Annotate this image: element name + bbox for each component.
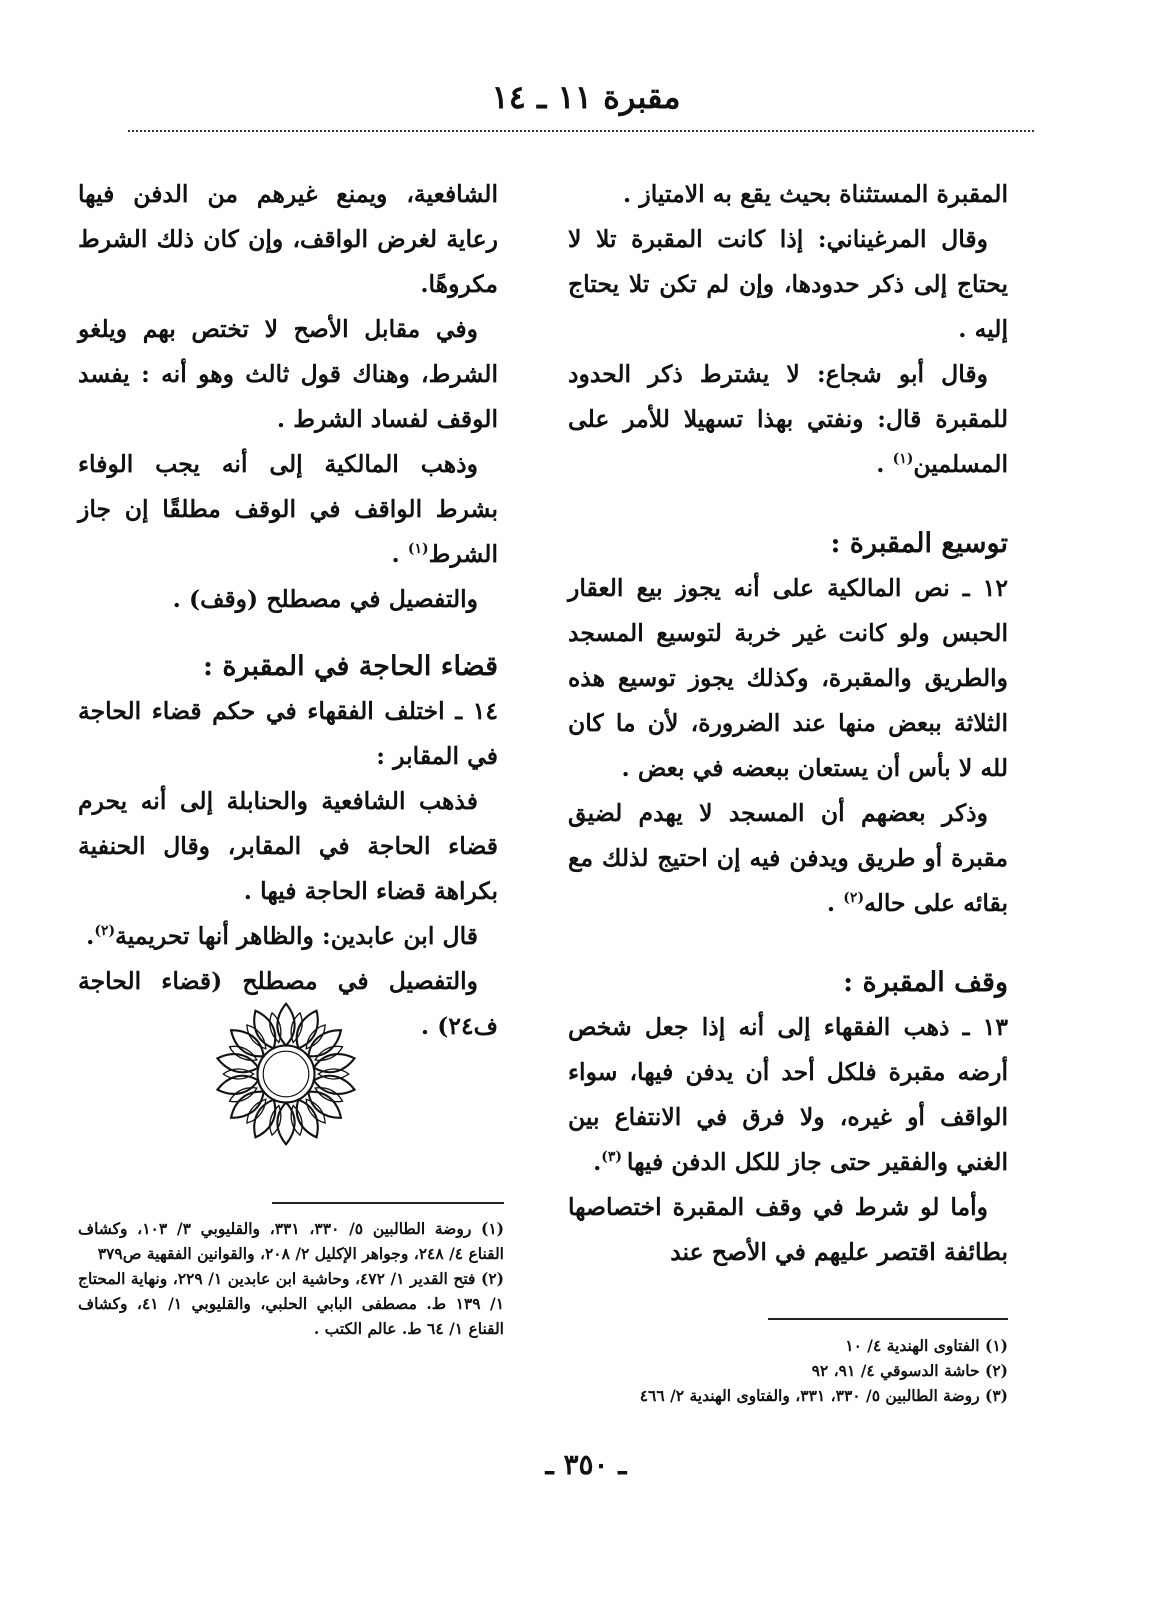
section-number: ١٤ ـ (455, 697, 498, 725)
footnote: (٢) حاشة الدسوقي ٤/ ٩١، ٩٢ (811, 1361, 1008, 1380)
paragraph: وفي مقابل الأصح لا تختص بهم ويلغو الشرط، وهناك قول ثالث وهو أنه : يفسد الوقف لفساد الشرط . (78, 315, 498, 433)
ornament-petal (312, 1050, 357, 1076)
footnote-divider (768, 1318, 1008, 1320)
section-number: ١٢ ـ (962, 574, 1008, 602)
paragraph-text: وذكر بعضهم أن المسجد لا يهدم لضيق مقبرة أو طريق ويدفن فيه إن احتيج لذلك مع بقائه على حاله (568, 799, 1008, 917)
paragraph-text: قال ابن عابدين: والظاهر أنها تحريمية (115, 922, 478, 950)
ornament-petal (248, 1007, 282, 1052)
section-number: ١٣ ـ (962, 1013, 1008, 1041)
footnote-ref: (٣) (601, 1149, 627, 1166)
paragraph-end: . (86, 922, 95, 950)
paragraph-text: نص المالكية على أنه يجوز بيع العقار الحبس ولو كانت غير خربة لتوسيع المسجد والطريق والمقبرة، وكذلك يجوز توسيع هذه الثلاثة ببعض منها عند الضرورة، لأن ما كان لله لا بأس أن يستعان ببعضه في بعض . (568, 574, 1008, 782)
paragraph-text: ذهب الفقهاء إلى أنه إذا جعل شخص أرضه مقبرة فلكل أحد أن يدفن فيها، سواء الواقف أو غيره، ولا فرق في الانتفاع بين الغني والفقير حتى جاز للكل الدفن فيها (568, 1013, 1008, 1176)
page-header: مقبرة ١١ ـ ١٤ (491, 78, 681, 116)
paragraph: والتفصيل في مصطلح (قضاء الحاجة ف٢٤) . (78, 967, 498, 1040)
paragraph (78, 689, 498, 779)
footnote-ref: (٢) (94, 923, 116, 940)
paragraph: وقال المرغيناني: إذا كانت المقبرة تلا لا يحتاج إلى ذكر حدودها، وإن لم تكن تلا يحتاج إليه . (568, 225, 1008, 343)
section-heading: وقف المقبرة : (843, 967, 1008, 998)
paragraph (78, 442, 498, 577)
paragraph: والتفصيل في مصطلح (وقف) . (172, 585, 478, 613)
footnote-ref: (١) (407, 541, 429, 558)
section-heading: قضاء الحاجة في المقبرة : (203, 651, 498, 682)
ornament-petal (216, 1050, 261, 1076)
footnote: (١) روضة الطالبين ٥/ ٣٣٠، ٣٣١، والقليوبي ٣/ ١٠٣، وكشاف القناع ٤/ ٢٤٨، وجواهر الإكليل ٢/ ٢٠٨، والقوانين الفقهية ص٣٧٩ (78, 1219, 505, 1263)
paragraph-text: اختلف الفقهاء في حكم قضاء الحاجة في المقابر : (78, 697, 498, 770)
header-divider (128, 130, 1034, 132)
ornament-petal (248, 1096, 282, 1141)
paragraph (78, 914, 498, 959)
ornament-inner-petal (243, 1022, 270, 1052)
footnote-divider (272, 1202, 504, 1204)
page-number: ـ ٣٥٠ ـ (545, 1448, 627, 1481)
paragraph (568, 566, 1008, 791)
ornament-petal (312, 1072, 357, 1098)
paragraph: فذهب الشافعية والحنابلة إلى أنه يحرم قضاء الحاجة في المقابر، وقال الحنفية بكراهة قضاء الحاجة فيها . (78, 787, 498, 905)
paragraph: الشافعية، ويمنع غيرهم من الدفن فيها رعاية لغرض الواقف، وإن كان ذلك الشرط مكروهًا. (78, 180, 498, 298)
paragraph (568, 1005, 1008, 1185)
ornament-rosette (210, 998, 362, 1150)
paragraph-text: وذهب المالكية إلى أنه يجب الوفاء بشرط الواقف في الوقف مطلقًا إن جاز الشرط (78, 450, 498, 568)
footnote: (٢) فتح القدير ١/ ٤٧٢، وحاشية ابن عابدين ١/ ٢٢٩، ونهاية المحتاج ١/ ١٣٩ ط. مصطفى البابي الحلبي، والقليوبي ١/ ٤١، وكشاف القناع ١/ ٦٤ ط. عالم الكتب . (78, 1269, 505, 1338)
ornament-petal (291, 1096, 325, 1141)
paragraph-end: . (391, 540, 408, 568)
paragraph: وأما لو شرط في وقف المقبرة اختصاصها بطائفة اقتصر عليهم في الأصح عند (568, 1193, 1008, 1266)
footnote: (٣) روضة الطالبين ٥/ ٣٣٠، ٣٣١، والفتاوى الهندية ٢/ ٤٦٦ (639, 1386, 1008, 1405)
ornament-petal (216, 1072, 261, 1098)
footnotes-left (78, 1216, 504, 1341)
footnote-ref: (١) (892, 451, 914, 468)
paragraph-end: . (826, 889, 844, 917)
section-heading: توسيع المقبرة : (830, 528, 1008, 559)
paragraph (568, 791, 1008, 926)
footnote: (١) الفتاوى الهندية ٤/ ١٠ (845, 1336, 1008, 1355)
left-column (78, 172, 498, 1049)
paragraph: المقبرة المستثناة بحيث يقع به الامتياز . (623, 180, 1008, 208)
ornament-inner-petal (302, 1096, 329, 1126)
ornament-inner-petal (302, 1022, 329, 1052)
paragraph (568, 352, 1008, 487)
ornament-inner-petal (243, 1096, 270, 1126)
ornament-petal (291, 1007, 325, 1052)
right-column (568, 172, 1008, 1275)
footnotes-right (568, 1333, 1008, 1408)
paragraph-end: . (876, 450, 893, 478)
paragraph-text: وقال أبو شجاع: لا يشترط ذكر الحدود للمقبرة قال: ونفتي بهذا تسهيلا للأمر على المسلمين (568, 360, 1008, 478)
paragraph-end: . (593, 1148, 602, 1176)
footnote-ref: (٢) (843, 890, 865, 907)
